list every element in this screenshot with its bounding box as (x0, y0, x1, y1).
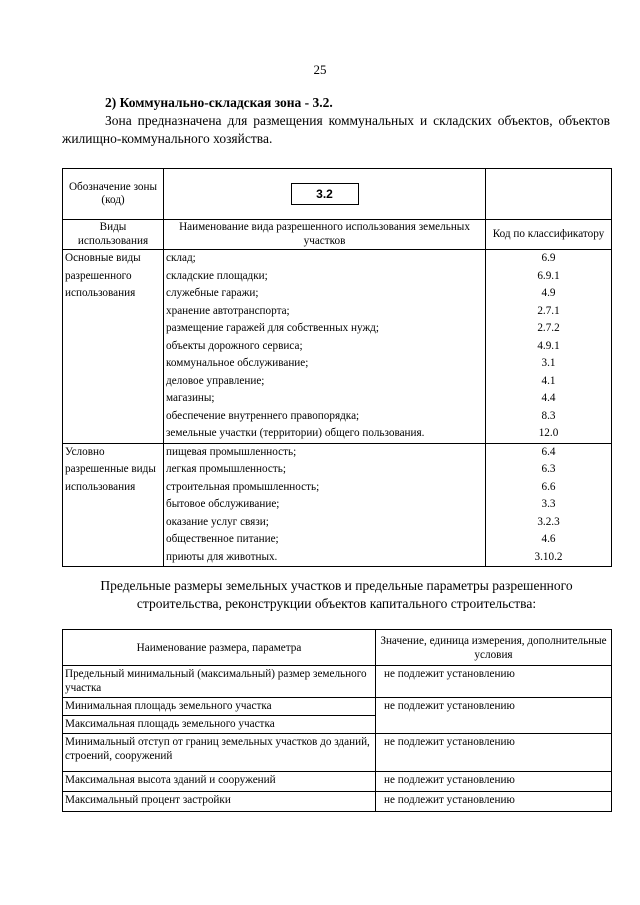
use-name: легкая промышленность; (166, 463, 286, 475)
use-code: 3.2.3 (537, 515, 560, 528)
use-name: хранение автотранспорта; (166, 304, 290, 317)
value-cell: не подлежит установлению (376, 734, 612, 772)
table-row (63, 698, 612, 716)
use-code: 2.7.1 (537, 304, 560, 317)
param-cell: Предельный минимальный (максимальный) размер земельного участка (63, 666, 376, 698)
group-row (63, 250, 612, 444)
use-name: деловое управление; (166, 374, 265, 387)
use-name: земельные участки (территории) общего пользования. (166, 427, 425, 439)
zone-heading: 2) Коммунально-складская зона - 3.2. (105, 95, 333, 110)
use-names (164, 443, 486, 567)
page-number: 25 (313, 62, 327, 77)
use-code: 2.7.2 (537, 322, 560, 334)
limits-table (62, 629, 612, 812)
use-code: 4.6 (541, 533, 556, 545)
col-value-header: Значение, единица измерения, дополнительные условия (376, 630, 612, 666)
param-cell: Минимальная площадь земельного участка (63, 698, 376, 716)
use-name: служебные гаражи; (166, 287, 259, 299)
zone-code-label: Обозначение зоны (код) (63, 169, 164, 220)
use-name: магазины; (166, 392, 215, 404)
use-codes (486, 443, 612, 567)
use-code: 8.3 (541, 409, 556, 422)
use-code: 3.3 (541, 498, 556, 510)
use-name: размещение гаражей для собственных нужд; (166, 322, 379, 334)
use-name: общественное питание; (166, 533, 279, 545)
use-code: 6.6 (541, 480, 556, 493)
param-cell: Минимальный отступ от границ земельных участков до зданий, строений, сооружений (63, 734, 376, 772)
use-code: 6.9 (541, 252, 556, 264)
empty-cell (486, 169, 612, 220)
use-code: 4.1 (541, 374, 556, 387)
col-code-header: Код по классификатору (486, 220, 612, 250)
use-name: бытовое обслуживание; (166, 498, 280, 510)
use-name: пищевая промышленность; (166, 445, 297, 458)
group-row (63, 443, 612, 567)
group-label: Основные виды разрешенного использования (63, 250, 164, 444)
param-cell: Максимальная высота зданий и сооружений (63, 772, 376, 792)
col-name-header: Наименование вида разрешенного использования земельных участков (164, 220, 486, 250)
group-label: Условно разрешенные виды использования (63, 443, 164, 567)
intro-paragraph: Зона предназначена для размещения коммунальных и складских объектов, объектов жилищно-коммунального хозяйства. (62, 113, 610, 146)
table-row (63, 734, 612, 772)
use-code: 4.9 (541, 287, 556, 299)
use-name: складские площадки; (166, 269, 268, 282)
permitted-uses-table (62, 168, 612, 567)
use-code: 3.10.2 (534, 550, 563, 563)
param-cell: Максимальный процент застройки (63, 792, 376, 812)
table-row (63, 666, 612, 698)
limits-title: Предельные размеры земельных участков и предельные параметры разрешенного строительства, реконструкции объектов капитального строительства: (100, 578, 573, 611)
use-code: 12.0 (538, 427, 559, 439)
col-kind-header: Виды использования (63, 220, 164, 250)
use-name: объекты дорожного сервиса; (166, 339, 303, 352)
value-cell: не подлежит установлению (376, 772, 612, 792)
param-cell: Максимальная площадь земельного участка (63, 716, 376, 734)
use-code: 4.9.1 (537, 339, 560, 352)
value-cell: не подлежит установлению (376, 666, 612, 698)
use-codes (486, 250, 612, 444)
use-names (164, 250, 486, 444)
use-code: 6.3 (541, 463, 556, 475)
use-code: 6.4 (541, 445, 556, 458)
use-code: 4.4 (541, 392, 556, 404)
value-cell: не подлежит установлению (376, 792, 612, 812)
table-row (63, 772, 612, 792)
use-name: склад; (166, 252, 196, 264)
value-cell: не подлежит установлению (376, 698, 612, 734)
col-param-header: Наименование размера, параметра (63, 630, 376, 666)
use-code: 3.1 (541, 357, 556, 369)
zone-code-box: 3.2 (291, 183, 359, 205)
zone-code-cell (164, 169, 486, 220)
use-name: коммунальное обслуживание; (166, 357, 309, 369)
use-code: 6.9.1 (537, 269, 560, 282)
use-name: строительная промышленность; (166, 480, 320, 493)
use-name: оказание услуг связи; (166, 515, 269, 528)
use-name: приюты для животных. (166, 550, 278, 563)
use-name: обеспечение внутреннего правопорядка; (166, 409, 360, 422)
table-row (63, 792, 612, 812)
